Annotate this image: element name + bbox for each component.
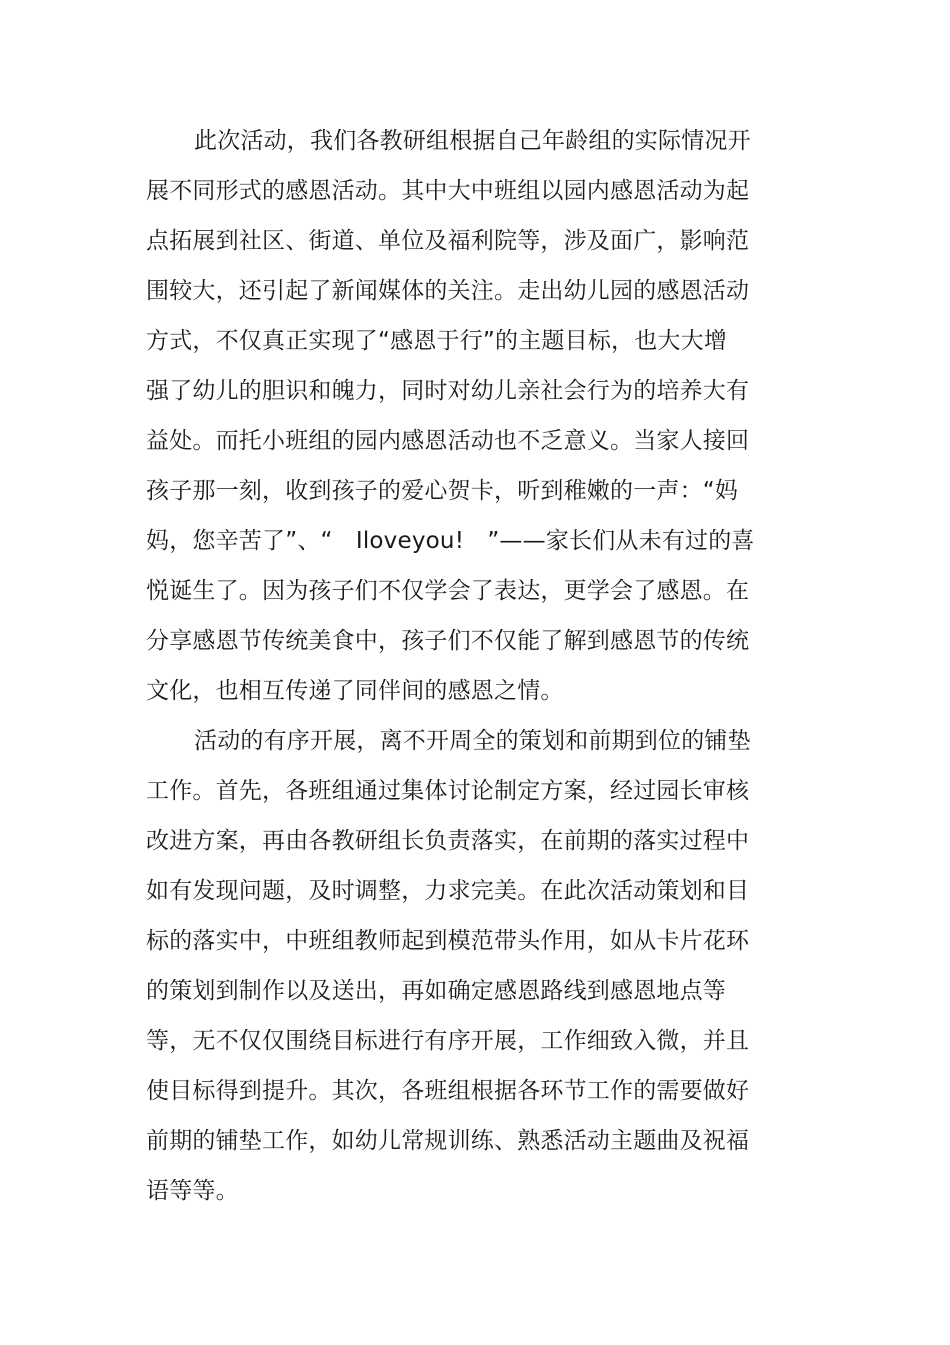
paragraph-1-line-12: 文化，也相互传递了同伴间的感恩之情。 xyxy=(146,678,564,704)
paragraph-1-line-7: 益处。而托小班组的园内感恩活动也不乏意义。当家人接回 xyxy=(146,428,750,454)
paragraph-1-line-5: 方式，不仅真正实现了“感恩于行”的主题目标，也大大增 xyxy=(146,328,728,354)
paragraph-1-line-3: 点拓展到社区、街道、单位及福利院等，涉及面广，影响范 xyxy=(146,228,750,254)
paragraph-2-line-5: 标的落实中，中班组教师起到模范带头作用，如从卡片花环 xyxy=(146,928,750,954)
paragraph-1-line-11: 分享感恩节传统美食中，孩子们不仅能了解到感恩节的传统 xyxy=(146,628,750,654)
paragraph-2-line-6: 的策划到制作以及送出，再如确定感恩路线到感恩地点等 xyxy=(146,978,726,1004)
paragraph-1-line-4: 围较大，还引起了新闻媒体的关注。走出幼儿园的感恩活动 xyxy=(146,278,750,304)
paragraph-2-line-9: 前期的铺垫工作，如幼儿常规训练、熟悉活动主题曲及祝福 xyxy=(146,1128,750,1154)
paragraph-2-line-7: 等，无不仅仅围绕目标进行有序开展，工作细致入微，并且 xyxy=(146,1028,750,1054)
paragraph-1-line-10: 悦诞生了。因为孩子们不仅学会了表达，更学会了感恩。在 xyxy=(146,578,750,604)
paragraph-2-line-10: 语等等。 xyxy=(146,1178,239,1204)
paragraph-2-line-2: 工作。首先，各班组通过集体讨论制定方案，经过园长审核 xyxy=(146,778,750,804)
paragraph-1-line-8: 孩子那一刻，收到孩子的爱心贺卡，听到稚嫩的一声：“妈 xyxy=(146,478,739,504)
paragraph-2-line-8: 使目标得到提升。其次，各班组根据各环节工作的需要做好 xyxy=(146,1078,750,1104)
paragraph-2-line-3: 改进方案，再由各教研组长负责落实，在前期的落实过程中 xyxy=(146,828,750,854)
paragraph-1-line-9: 妈，您辛苦了”、“ Iloveyou! ”——家长们从未有过的喜 xyxy=(146,528,755,554)
paragraph-1-line-1: 此次活动，我们各教研组根据自己年龄组的实际情况开 xyxy=(194,128,751,154)
paragraph-1-line-6: 强了幼儿的胆识和魄力，同时对幼儿亲社会行为的培养大有 xyxy=(146,378,750,404)
paragraph-2-line-4: 如有发现问题，及时调整，力求完美。在此次活动策划和目 xyxy=(146,878,750,904)
paragraph-2-line-1: 活动的有序开展，离不开周全的策划和前期到位的铺垫 xyxy=(194,728,751,754)
paragraph-1-line-2: 展不同形式的感恩活动。其中大中班组以园内感恩活动为起 xyxy=(146,178,750,204)
